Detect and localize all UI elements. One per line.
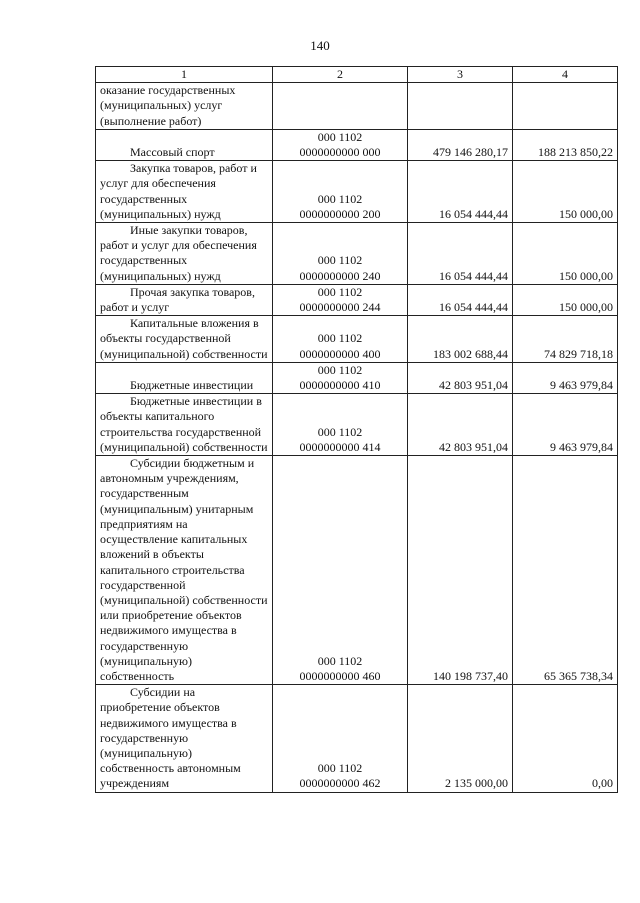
row-code — [273, 284, 408, 315]
table-row — [96, 284, 618, 315]
row-code — [273, 456, 408, 685]
row-code — [273, 161, 408, 223]
row-code — [273, 83, 408, 130]
row-code-target: 0000000000 000 — [299, 145, 381, 160]
table-row — [96, 394, 618, 456]
row-name: Иные закупки товаров, работ и услуг для обеспечения государственных (муниципальных) нужд — [96, 223, 273, 285]
row-code-section: 000 1102 — [317, 331, 363, 346]
row-amount-executed: 65 365 738,34 — [513, 456, 618, 685]
row-amount-planned: 42 803 951,04 — [408, 362, 513, 393]
table-header-row — [96, 67, 618, 83]
row-amount-executed: 0,00 — [513, 685, 618, 792]
row-name: Массовый спорт — [96, 129, 273, 160]
row-code-section: 000 1102 — [317, 362, 363, 377]
row-amount-executed: 9 463 979,84 — [513, 394, 618, 456]
row-name: Прочая закупка товаров, работ и услуг — [96, 284, 273, 315]
row-code-section: 000 1102 — [317, 284, 363, 299]
header-col-1: 1 — [96, 67, 273, 83]
table-row — [96, 456, 618, 685]
row-amount-planned: 42 803 951,04 — [408, 394, 513, 456]
row-amount-planned — [408, 83, 513, 130]
row-amount-planned: 183 002 688,44 — [408, 316, 513, 363]
budget-table — [95, 66, 618, 793]
row-name: оказание государственных (муниципальных) услуг (выполнение работ) — [96, 83, 273, 130]
row-amount-executed: 188 213 850,22 — [513, 129, 618, 160]
row-code — [273, 316, 408, 363]
table-row — [96, 161, 618, 223]
row-code — [273, 685, 408, 792]
header-col-3: 3 — [408, 67, 513, 83]
row-code-target: 0000000000 460 — [299, 668, 381, 683]
row-code-section: 000 1102 — [317, 191, 363, 206]
row-amount-executed: 74 829 718,18 — [513, 316, 618, 363]
row-code-target: 0000000000 414 — [299, 439, 381, 454]
table-row — [96, 685, 618, 792]
row-code-section: 000 1102 — [317, 761, 363, 776]
row-code-target: 0000000000 244 — [299, 300, 381, 315]
row-name: Закупка товаров, работ и услуг для обеспечения государственных (муниципальных) нужд — [96, 161, 273, 223]
row-amount-executed: 150 000,00 — [513, 223, 618, 285]
header-col-4: 4 — [513, 67, 618, 83]
row-amount-executed: 9 463 979,84 — [513, 362, 618, 393]
row-code — [273, 223, 408, 285]
row-name: Бюджетные инвестиции — [96, 362, 273, 393]
row-amount-planned: 16 054 444,44 — [408, 284, 513, 315]
row-code-target: 0000000000 200 — [299, 206, 381, 221]
row-code-section: 000 1102 — [317, 253, 363, 268]
row-code — [273, 362, 408, 393]
page-number: 140 — [310, 38, 330, 53]
row-amount-executed: 150 000,00 — [513, 284, 618, 315]
row-amount-executed — [513, 83, 618, 130]
row-code-section: 000 1102 — [317, 653, 363, 668]
row-code-target: 0000000000 462 — [299, 776, 381, 791]
table-row — [96, 223, 618, 285]
table-row — [96, 83, 618, 130]
row-code — [273, 394, 408, 456]
header-col-2: 2 — [273, 67, 408, 83]
row-amount-planned: 479 146 280,17 — [408, 129, 513, 160]
table-row — [96, 362, 618, 393]
row-amount-planned: 140 198 737,40 — [408, 456, 513, 685]
row-name: Бюджетные инвестиции в объекты капитального строительства государственной (муниципальной) собственности — [96, 394, 273, 456]
row-amount-planned: 16 054 444,44 — [408, 161, 513, 223]
row-code-target: 0000000000 240 — [299, 268, 381, 283]
table-row — [96, 316, 618, 363]
row-amount-planned: 2 135 000,00 — [408, 685, 513, 792]
row-code-section: 000 1102 — [317, 424, 363, 439]
row-name: Капитальные вложения в объекты государственной (муниципальной) собственности — [96, 316, 273, 363]
row-amount-planned: 16 054 444,44 — [408, 223, 513, 285]
row-code-target: 0000000000 400 — [299, 346, 381, 361]
row-name: Субсидии бюджетным и автономным учреждениям, государственным (муниципальным) унитарным предприятиям на осуществление капитальных вложений в объекты капитального строительства государственной (муниципальной) собственности или приобретение объектов недвижимого имущества в государственную (муниципальную) собственность — [96, 456, 273, 685]
row-code-target: 0000000000 410 — [299, 378, 381, 393]
row-code — [273, 129, 408, 160]
row-name: Субсидии на приобретение объектов недвижимого имущества в государственную (муниципальную) собственность автономным учреждениям — [96, 685, 273, 792]
row-amount-executed: 150 000,00 — [513, 161, 618, 223]
row-code-section: 000 1102 — [317, 129, 363, 144]
table-row — [96, 129, 618, 160]
